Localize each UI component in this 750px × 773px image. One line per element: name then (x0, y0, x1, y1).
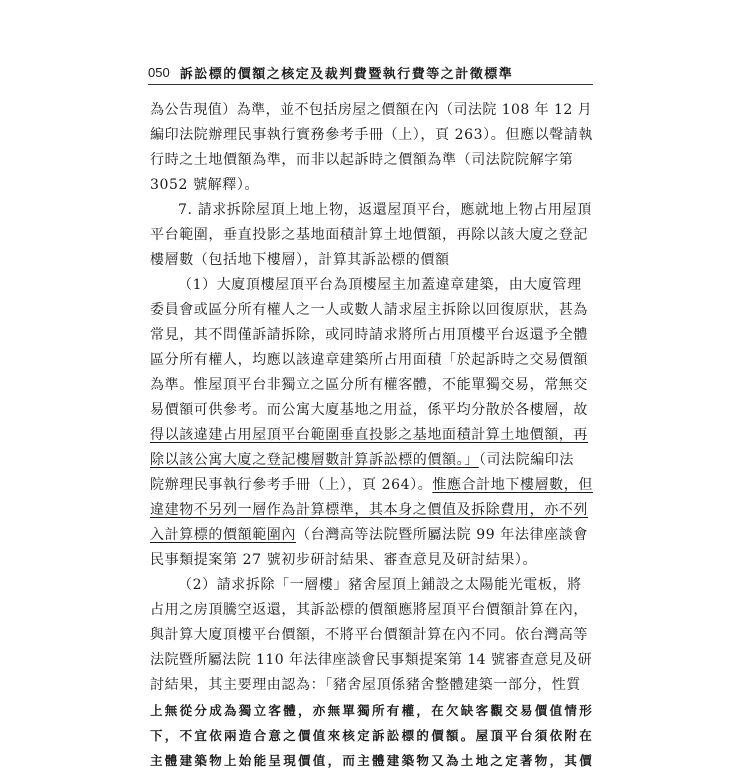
text-line (150, 423, 595, 448)
text-line (150, 523, 595, 548)
line-text: 主體建築物上始能呈現價值，而主體建築物又為土地之定著物，其價 (150, 753, 595, 768)
text-line (150, 473, 595, 498)
text-line (150, 148, 595, 173)
line-text: 委員會或區分所有權人之一人或數人請求屋主拆除以回復原狀，甚為 (150, 302, 588, 318)
line-text: 上無從分成為獨立客體，亦無單獨所有權，在欠缺客觀交易價值情形 (150, 703, 595, 718)
running-header-title: 訴訟標的價額之核定及裁判費暨執行費等之計徵標準 (179, 66, 514, 82)
line-text: 法院暨所屬法院 110 年法律座談會民事類提案第 14 號審查意見及研 (150, 652, 593, 668)
line-text: 7. 請求拆除屋頂上地上物，返還屋頂平台，應就地上物占用屋頂 (178, 202, 592, 218)
underlined-text: 違建物不另列一層作為計算標準，其本身之價值及拆除費用，亦不列 (150, 502, 588, 518)
text-line (150, 348, 595, 373)
underlined-text: 得以該違建占用屋頂平台範圍垂直投影之基地面積計算土地價額，再 (150, 427, 588, 443)
text-line (150, 673, 595, 698)
running-header (148, 62, 588, 82)
line-text: 常見，其不問僅訴請拆除，或同時請求將所占用頂樓平台返還予全體 (150, 327, 588, 343)
line-text: 院辦理民事執行參考手冊（上），頁 264）。 (150, 477, 433, 493)
line-text: 下，不宜依兩造合意之價值來核定訴訟標的價額。屋頂平台須依附在 (150, 728, 595, 743)
text-line (150, 623, 595, 648)
header-divider (148, 84, 593, 85)
line-text: 平台範圍，垂直投影之基地面積計算土地價額，再除以該大廈之登記 (150, 227, 588, 243)
line-text: 為準。惟屋頂平台非獨立之區分所有權客體，不能單獨交易，常無交 (150, 377, 588, 393)
line-text: 易價額可供參考。而公寓大廈基地之用益，係平均分散於各樓層，故 (150, 402, 588, 418)
line-text: （司法院編印法 (478, 452, 575, 468)
text-line (150, 548, 595, 573)
text-line (150, 748, 595, 773)
text-line (150, 498, 595, 523)
line-text: （台灣高等法院暨所屬法院 99 年法律座談會 (296, 527, 588, 543)
text-line (150, 248, 595, 273)
line-text: 3052 號解釋）。 (150, 177, 260, 193)
line-text: 行時之土地價額為準，而非以起訴時之價額為準（司法院院解字第 (150, 152, 574, 168)
line-text: 編印法院辦理民事執行實務參考手冊（上），頁 263）。但應以聲請執 (150, 127, 593, 143)
text-line (150, 723, 595, 748)
text-line (150, 273, 595, 298)
line-text: 樓層數（包括地下樓層），計算其訴訟標的價額 (150, 252, 450, 268)
body-text (150, 98, 595, 773)
underlined-text: 除以該公寓大廈之登記樓層數計算訴訟標的價額。」 (150, 452, 479, 468)
line-text: 為公告現值）為準，並不包括房屋之價額在內（司法院 108 年 12 月 (150, 102, 593, 118)
text-line (150, 223, 595, 248)
line-text: 討結果，其主要理由認為：「豬舍屋頂係豬舍整體建築一部分，性質 (150, 677, 581, 693)
text-line (150, 573, 595, 598)
text-line (150, 198, 595, 223)
line-text: 與計算大廈頂樓平台價額，不將平台價額計算在內不同。依台灣高等 (150, 627, 588, 643)
text-line (150, 173, 595, 198)
text-line (150, 698, 595, 723)
text-line (150, 298, 595, 323)
line-text: 區分所有權人，均應以該違章建築所占用面積「於起訴時之交易價額 (150, 352, 588, 368)
text-line (150, 323, 595, 348)
line-text: （1）大廈頂樓屋頂平台為頂樓屋主加蓋違章建築，由大廈管理 (178, 277, 582, 293)
line-text: 民事類提案第 27 號初步研討結果、審查意見及研討結果）。 (150, 552, 538, 568)
line-text: 占用之房頂騰空返還，其訴訟標的價額應將屋頂平台價額計算在內， (150, 602, 588, 618)
text-line (150, 373, 595, 398)
text-line (150, 648, 595, 673)
text-line (150, 398, 595, 423)
text-line (150, 448, 595, 473)
text-line (150, 98, 595, 123)
underlined-text: 入計算標的價額範圍內 (150, 527, 296, 543)
line-text: （2）請求拆除「一層樓」豬舍屋頂上鋪設之太陽能光電板，將 (178, 577, 582, 593)
text-line (150, 598, 595, 623)
page-number: 050 (148, 64, 170, 80)
underlined-text: 惟應合計地下樓層數，但 (432, 477, 593, 493)
text-line (150, 123, 595, 148)
